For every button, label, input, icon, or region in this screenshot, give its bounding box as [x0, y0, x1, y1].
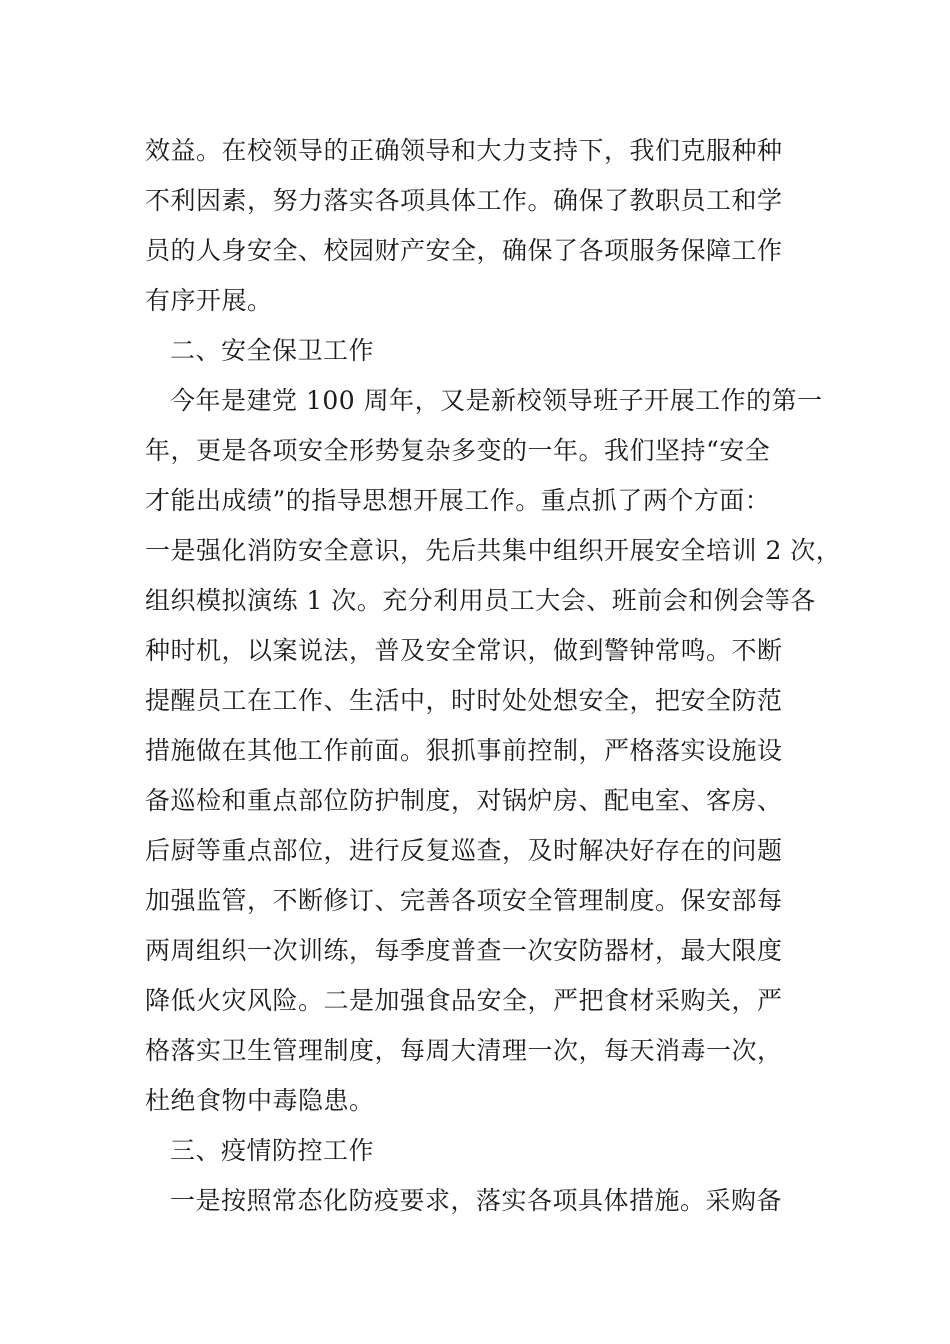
text-line: 有序开展。 [145, 286, 273, 315]
text-line: 备巡检和重点部位防护制度，对锅炉房、配电室、客房、 [145, 786, 783, 815]
text-line: 员的人身安全、校园财产安全，确保了各项服务保障工作 [145, 236, 783, 265]
text-line: 效益。在校领导的正确领导和大力支持下，我们克服种种 [145, 136, 783, 165]
text-line: 两周组织一次训练，每季度普查一次安防器材，最大限度 [145, 936, 783, 965]
text-line: 种时机，以案说法，普及安全常识，做到警钟常鸣。不断 [145, 636, 783, 665]
text-line: 年，更是各项安全形势复杂多变的一年。我们坚持“安全 [145, 436, 771, 465]
text-line: 杜绝食物中毒隐患。 [145, 1086, 375, 1115]
text-line: 格落实卫生管理制度，每周大清理一次，每天消毒一次， [145, 1036, 783, 1065]
text-line: 才能出成绩”的指导思想开展工作。重点抓了两个方面： [145, 486, 771, 515]
text-line: 提醒员工在工作、生活中，时时处处想安全，把安全防范 [145, 686, 783, 715]
section-heading-epidemic: 三、疫情防控工作 [170, 1136, 375, 1165]
text-line: 今年是建党 100 周年，又是新校领导班子开展工作的第一 [170, 386, 823, 415]
paragraph-3 [145, 1176, 810, 1226]
text-line: 措施做在其他工作前面。狠抓事前控制，严格落实设施设 [145, 736, 783, 765]
section-heading-security: 二、安全保卫工作 [170, 336, 375, 365]
document-body [145, 126, 842, 1226]
paragraph-1 [145, 126, 810, 326]
text-line: 不利因素，努力落实各项具体工作。确保了教职员工和学 [145, 186, 783, 215]
text-line: 组织模拟演练 1 次。充分利用员工大会、班前会和例会等各 [145, 586, 816, 615]
text-line: 一是强化消防安全意识，先后共集中组织开展安全培训 2 次， [145, 536, 842, 565]
text-line: 后厨等重点部位，进行反复巡查，及时解决好存在的问题 [145, 836, 783, 865]
text-line: 降低火灾风险。二是加强食品安全，严把食材采购关，严 [145, 986, 783, 1015]
paragraph-2 [145, 376, 842, 1126]
text-line: 一是按照常态化防疫要求，落实各项具体措施。采购备 [170, 1186, 783, 1215]
text-line: 加强监管，不断修订、完善各项安全管理制度。保安部每 [145, 886, 783, 915]
